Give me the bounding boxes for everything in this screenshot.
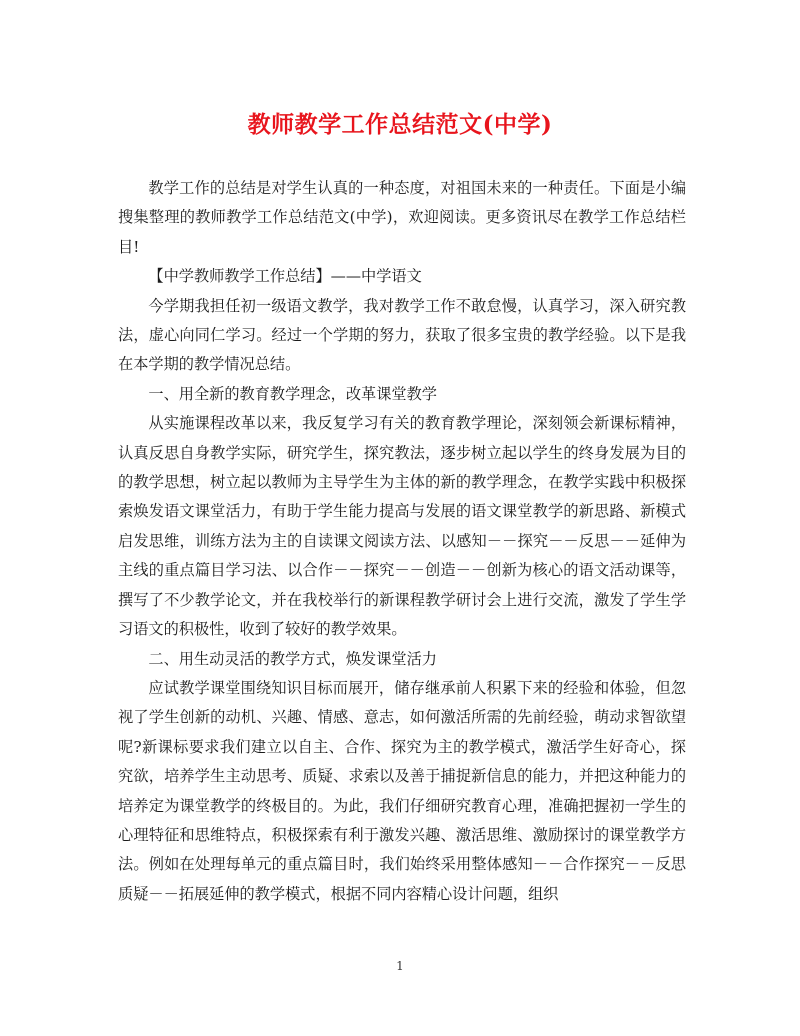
paragraph-3: 应试教学课堂围绕知识目标而展开，储存继承前人积累下来的经验和体验，但忽视了学生创新的动机、兴趣、情感、意志，如何激活所需的先前经验，萌动求智欲望呢?新课标要求我们建立以自主、合作、探究为主的教学模式，激活学生好奇心，探究欲，培养学生主动思考、质疑、求索以及善于捕捉新信息的能力，并把这种能力的培养定为课堂教学的终极目的。为此，我们仔细研究教育心理，准确把握初一学生的心理特征和思维特点，积极探索有利于激发兴趣、激活思维、激励探讨的课堂教学方法。例如在处理每单元的重点篇目时，我们始终采用整体感知－－合作探究－－反思质疑－－拓展延伸的教学模式，根据不同内容精心设计问题，组织	[118, 678, 686, 903]
paragraph-1: 今学期我担任初一级语文教学，我对教学工作不敢怠慢，认真学习，深入研究教法，虚心向同仁学习。经过一个学期的努力，获取了很多宝贵的教学经验。以下是我在本学期的教学情况总结。	[118, 296, 686, 374]
section-label: 【中学教师教学工作总结】——中学语文	[148, 267, 422, 286]
page-number: 1	[396, 959, 404, 973]
section-heading-2: 二、用生动灵活的教学方式，焕发课堂活力	[148, 649, 437, 668]
section-heading-1: 一、用全新的教育教学理念，改革课堂教学	[148, 384, 437, 403]
intro-paragraph: 教学工作的总结是对学生认真的一种态度，对祖国未来的一种责任。下面是小编搜集整理的教师教学工作总结范文(中学)，欢迎阅读。更多资讯尽在教学工作总结栏目!	[118, 179, 686, 256]
document-title: 教师教学工作总结范文(中学)	[247, 111, 553, 138]
paragraph-2: 从实施课程改革以来，我反复学习有关的教育教学理论，深刻领会新课标精神，认真反思自身教学实际，研究学生，探究教法，逐步树立起以学生的终身发展为目的的教学思想，树立起以教师为主导学生为主体的新的教学理念，在教学实践中积极探索焕发语文课堂活力，有助于学生能力提高与发展的语文课堂教学的新思路、新模式启发思维，训练方法为主的自读课文阅读方法、以感知－－探究－－反思－－延伸为主线的重点篇目学习法、以合作－－探究－－创造－－创新为核心的语文活动课等，撰写了不少教学论文，并在我校举行的新课程教学研讨会上进行交流，激发了学生学习语文的积极性，收到了较好的教学效果。	[118, 414, 686, 639]
document-body	[118, 174, 686, 909]
